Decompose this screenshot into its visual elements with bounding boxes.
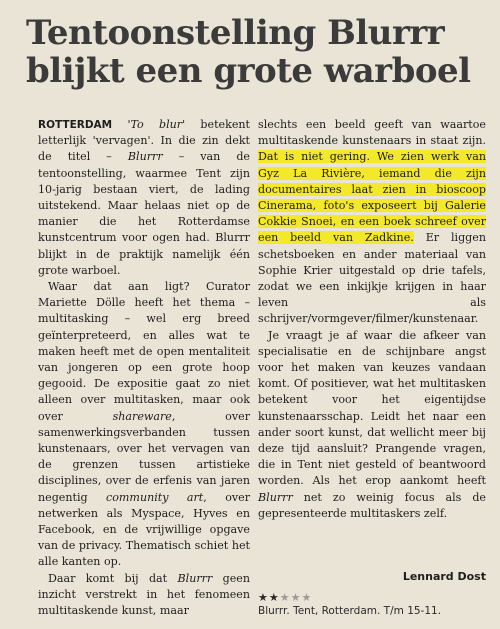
exhibition-title: Blurrr	[258, 490, 293, 504]
text-run: Er liggen schetsboeken en ander materiaal van Sophie Krier uitgestald op drie tafels, zodat we een inkijkje krijgen in haar leven als schrijver/vormgever/filmer/kunstenaar.	[258, 231, 486, 326]
dateline: ROTTERDAM	[38, 119, 113, 131]
empty-stars-icon: ★★★	[279, 591, 313, 604]
exhibition-info: Blurrr. Tent, Rotterdam. T/m 15-11.	[258, 605, 442, 617]
filled-stars-icon: ★★	[258, 591, 280, 604]
paragraph-5	[258, 328, 486, 522]
text-run: geen inzicht verstrekt in het fenomeen multitaskende kunst, maar	[38, 571, 250, 618]
text-run: Je vraagt je af waar die afkeer van specialisatie en de schijnbare angst voor het maken van keuzes vandaan komt. Of positiever, wat het multitasken betekent voor het eigentijdse kunstenaarsschap. Leidt het naar een ander soort kunst, dat wellicht meer bij deze tijd aansluit? Prangende vragen, die in Tent niet gesteld of beantwoord worden. Als het erop aankomt heeft	[258, 328, 486, 488]
italic-term: shareware	[112, 409, 172, 423]
italic-term: community art	[106, 490, 204, 504]
paragraph-3	[38, 571, 250, 620]
text-run: – van de tentoonstelling, waarmee Tent zijn 10-jarig bestaan viert, de lading uitstekend. Maar helaas niet op de manier die het Rotterdamse kunstcentrum voor ogen had. Blurrr blijkt in de praktijk namelijk één grote warboel.	[38, 150, 250, 277]
text-run: slechts een beeld geeft van waartoe multitaskende kunstenaars in staat zijn.	[258, 118, 486, 148]
term: 'To blur'	[127, 118, 186, 131]
article-column-right	[258, 117, 486, 522]
author-byline: Lennard Dost	[402, 570, 486, 583]
text-run: , over samenwerkingsverbanden tussen kunstenaars, over het vervagen van de grenzen tussen artistieke disciplines, over de erfenis van jaren negentig	[38, 409, 250, 504]
headline	[26, 14, 486, 90]
highlighted-text: Dat is niet gering. We zien werk van Gyz La Rivière, iemand die zijn documentaires laat zien in bioscoop Cinerama, foto's exposeert bij Galerie Cokkie Snoei, en een boek schreef over een beeld van Zadkine.	[258, 150, 486, 245]
paragraph-4	[258, 117, 486, 328]
text-run: , over netwerken als Myspace, Hyves en Facebook, en de vrijwillige opgave van de privacy. Thematisch schiet het alle kanten op.	[38, 490, 251, 569]
paragraph-2	[38, 279, 250, 571]
text-run: Waar dat aan ligt? Curator Mariette Dölle heeft het thema – multitasking – wel erg breed geïnterpreteerd, en alles wat te maken heeft met de open mentaliteit van jongeren op een grote hoop gegooid. De expositie gaat zo niet alleen over multitasken, maar ook over	[38, 280, 250, 423]
text-run: Daar komt bij dat	[48, 571, 178, 585]
headline-line-2: blijkt een grote warboel	[26, 51, 471, 91]
headline-line-1: Tentoonstelling Blurrr	[26, 13, 445, 53]
paragraph-1	[38, 117, 250, 279]
text-run: net zo weinig focus als de gepresenteerde multitaskers zelf.	[258, 490, 486, 520]
star-rating	[258, 591, 312, 604]
exhibition-title: Blurrr	[177, 571, 213, 585]
text-run: betekent letterlijk 'vervagen'. In die zin dekt de titel –	[38, 118, 251, 164]
article-column-left	[38, 117, 250, 619]
exhibition-title: Blurrr	[127, 150, 163, 164]
